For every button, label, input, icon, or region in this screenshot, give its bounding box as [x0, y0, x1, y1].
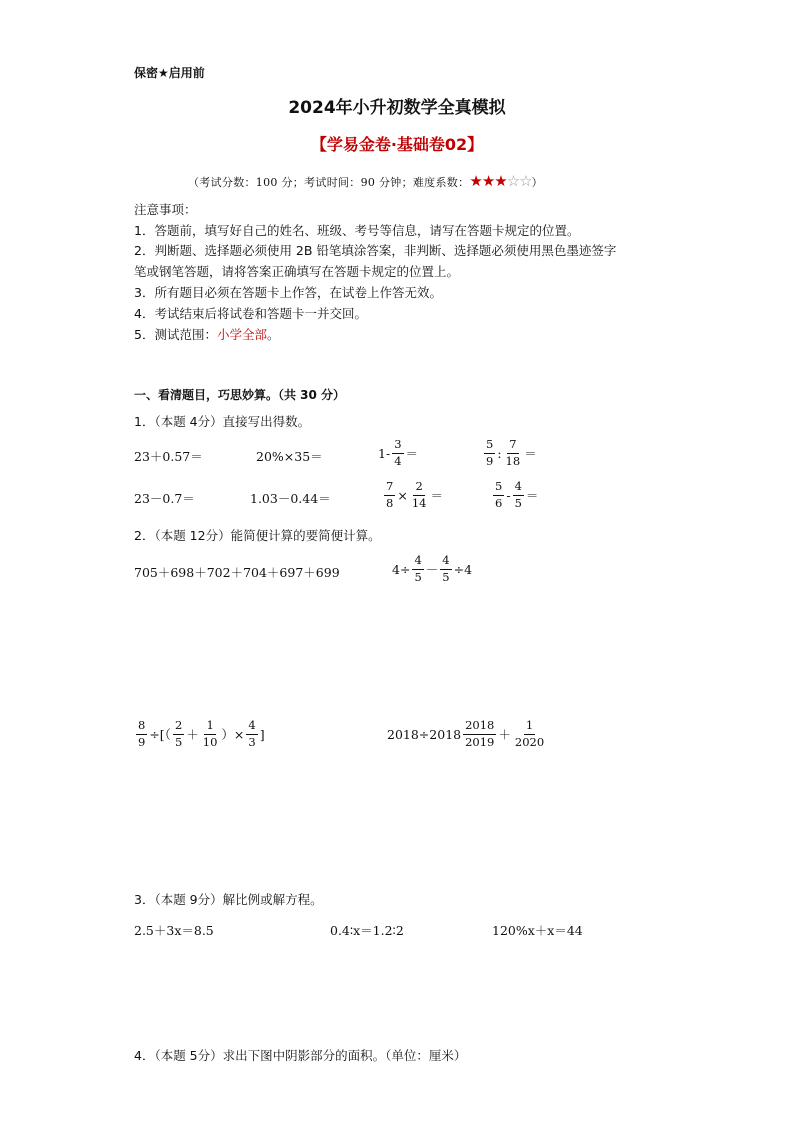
numerator: 3 [392, 439, 403, 454]
fraction [504, 439, 523, 467]
expr-text: ＝ [430, 488, 443, 503]
fraction [201, 720, 220, 748]
q1-row2-b: 1.03－0.44＝ [250, 491, 331, 506]
fraction [412, 555, 423, 583]
expr-text: ÷[（ [149, 727, 171, 742]
numerator: 2 [413, 481, 424, 496]
expr-text: ÷4 [453, 561, 473, 577]
exam-meta [188, 172, 543, 190]
fraction [513, 720, 546, 748]
q3-label: 3．（本题 9分）解比例或解方程。 [134, 892, 323, 907]
q3-eq-b: 0.4∶x＝1.2∶2 [330, 923, 404, 938]
numerator: 1 [204, 720, 215, 735]
q2-expr-4 [387, 720, 548, 748]
notes-range-label: 5．测试范围： [134, 327, 217, 342]
operator: ＋ [186, 727, 199, 742]
notes-range-end: 。 [266, 327, 280, 342]
denominator: 6 [495, 495, 503, 510]
notes-item-3: 3．所有题目必须在答题卡上作答，在试卷上作答无效。 [134, 285, 442, 300]
q2-expr-1: 705＋698＋702＋704＋697＋699 [134, 565, 340, 580]
numerator: 7 [384, 481, 395, 496]
page-subtitle: 【学易金卷·基础卷02】 [310, 135, 484, 154]
notes-item-2-cont: 笔或钢笔答题，请将答案正确填写在答题卡规定的位置上。 [134, 264, 460, 279]
denominator: 4 [394, 453, 402, 468]
q1-label: 1．（本题 4分）直接写出得数。 [134, 414, 311, 429]
expr-text: ＝ [525, 488, 539, 503]
fraction [463, 720, 496, 748]
fraction [484, 439, 495, 467]
denominator: 8 [386, 495, 394, 510]
denominator: 5 [514, 495, 522, 510]
numerator: 4 [246, 720, 257, 735]
page-title: 2024年小升初数学全真模拟 [288, 98, 506, 118]
difficulty-empty-stars: ☆☆ [506, 172, 532, 190]
numerator: 4 [440, 555, 451, 570]
q3-eq-c: 120%x＋x＝44 [492, 923, 583, 938]
q3-eq-a: 2.5＋3x＝8.5 [134, 923, 214, 938]
notes-heading: 注意事项： [134, 202, 197, 217]
q1-row2-a: 23－0.7＝ [134, 491, 195, 506]
difficulty-filled-stars: ★★★ [469, 172, 507, 190]
operator: - [506, 487, 511, 503]
notes-item-1: 1．答题前，填写好自己的姓名、班级、考号等信息，请写在答题卡规定的位置。 [134, 223, 580, 238]
q2-expr-2 [392, 555, 472, 583]
numerator: 5 [484, 439, 495, 454]
q1-row1-d [482, 439, 537, 467]
notes-item-2: 2．判断题、选择题必须使用 2B 铅笔填涂答案，非判断、选择题必须使用黑色墨迹签字 [134, 243, 617, 258]
denominator: 5 [174, 734, 183, 749]
q2-label: 2．（本题 12分）能简便计算的要简便计算。 [134, 528, 381, 543]
numerator: 1 [524, 720, 535, 735]
fraction [384, 481, 395, 509]
expr-text: 2018÷2018 [387, 726, 462, 742]
numerator: 2 [173, 720, 184, 735]
operator: － [425, 562, 439, 577]
denominator: 9 [138, 734, 146, 749]
denominator: 5 [442, 569, 450, 584]
expr-text: ＝ [405, 446, 419, 461]
expr-text: ）× [221, 727, 245, 742]
denominator: 2019 [465, 734, 495, 749]
section-1-heading: 一、看清题目，巧思妙算。（共 30 分） [134, 388, 346, 402]
q1-row1-a: 23＋0.57＝ [134, 449, 203, 464]
numerator: 8 [136, 720, 147, 735]
expr-text: ] [259, 726, 265, 742]
numerator: 4 [513, 481, 524, 496]
q1-row1-c [378, 439, 418, 467]
notes-item-5 [134, 325, 280, 343]
confidential-mark: 保密★启用前 [134, 66, 205, 80]
fraction [246, 720, 257, 748]
operator: ＋ [498, 727, 511, 742]
fraction [410, 481, 429, 509]
fraction [493, 481, 504, 509]
expr-text: 1- [378, 445, 391, 461]
fraction [440, 555, 451, 583]
numerator: 4 [412, 555, 423, 570]
operator: : [497, 445, 502, 461]
denominator: 9 [486, 453, 494, 468]
q4-label: 4．（本题 5分）求出下图中阴影部分的面积。（单位：厘米） [134, 1048, 467, 1063]
numerator: 5 [493, 481, 504, 496]
denominator: 2020 [514, 734, 545, 749]
notes-item-4: 4．考试结束后将试卷和答题卡一并交回。 [134, 306, 367, 321]
exam-meta-text: （考试分数：100 分；考试时间：90 分钟；难度系数： [188, 176, 470, 189]
exam-meta-close: ） [531, 176, 543, 189]
q1-row2-c [382, 481, 443, 509]
denominator: 3 [248, 734, 256, 749]
q1-row2-d [491, 481, 538, 509]
numerator: 2018 [463, 720, 496, 735]
q2-expr-3 [134, 720, 265, 748]
fraction [392, 439, 403, 467]
denominator: 5 [414, 569, 422, 584]
operator: × [397, 487, 408, 503]
denominator: 18 [505, 453, 521, 468]
difficulty-stars [469, 172, 531, 190]
fraction [136, 720, 147, 748]
denominator: 10 [202, 734, 218, 749]
denominator: 14 [411, 495, 427, 510]
expr-text: 4÷ [392, 561, 411, 577]
fraction [173, 720, 184, 748]
expr-text: ＝ [524, 446, 537, 461]
q1-row1-b: 20%×35＝ [256, 449, 323, 464]
notes-range-value: 小学全部 [216, 327, 267, 342]
numerator: 7 [507, 439, 518, 454]
fraction [513, 481, 524, 509]
